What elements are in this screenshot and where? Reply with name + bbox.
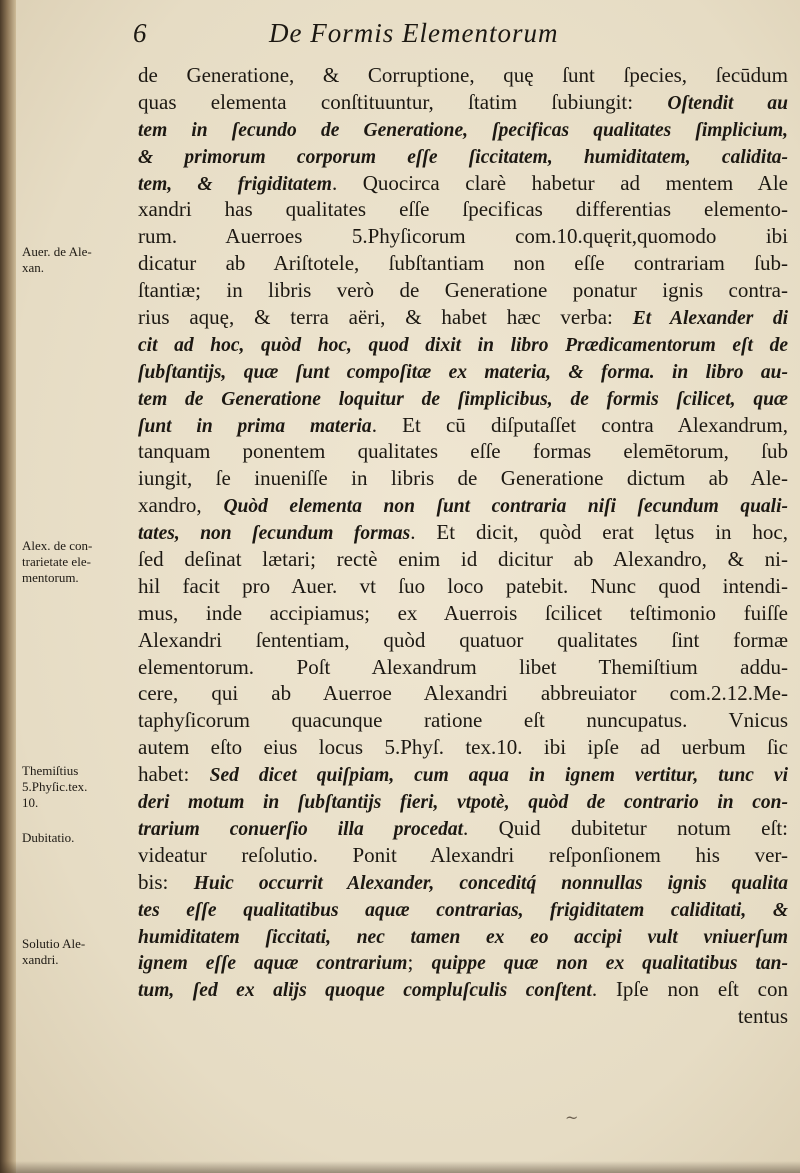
text-line (138, 412, 788, 439)
text-line (138, 438, 788, 465)
text-line (138, 842, 788, 869)
roman-text: rum. Auerroes 5.Phyſicorum com.10.quęrit,quomodo ibi (138, 224, 788, 249)
roman-text: de Generatione, & Corruptione, quę ſunt ſpecies, ſecūdum (138, 63, 788, 87)
italic-quotation: ignem eſſe aquæ contrarium (138, 953, 408, 975)
text-line (138, 277, 788, 304)
roman-text: ſtantiæ; in libris verò de Generatione ponatur ignis contra- (138, 278, 788, 303)
text-line (138, 654, 788, 681)
text-line (138, 223, 788, 250)
text-line (138, 600, 788, 627)
roman-text: . Quocirca clarè habetur ad mentem Ale (331, 170, 788, 195)
roman-text: bis: (138, 869, 194, 894)
text-line (138, 465, 788, 492)
text-line (138, 143, 788, 170)
text-line (138, 627, 788, 654)
roman-text: tanquam ponentem qualitates eſſe formas elemētorum, ſub (138, 439, 788, 464)
roman-text: ſed deſinat lætari; rectè enim id dicitur ab Alexandro, & ni- (138, 547, 788, 572)
book-spine (0, 0, 16, 1173)
text-line (138, 815, 788, 842)
text-line (138, 734, 788, 761)
roman-text: Alexandri ſententiam, quòd quatuor qualitates ſint formæ (138, 627, 788, 652)
italic-quotation: ſubſtantijs, quæ ſunt compoſitæ ex materia, & forma. in libro au- (138, 361, 788, 383)
italic-quotation: tem de Generatione loquitur de ſimplicibus, de formis ſcilicet, quæ (138, 388, 788, 410)
italic-quotation: & primorum corporum eſſe ſiccitatem, humiditatem, calidita- (138, 146, 788, 168)
italic-quotation: trarium conuerſio illa procedat (138, 818, 464, 840)
italic-quotation: tem in ſecundo de Generatione, ſpecificas qualitates ſimplicium, (138, 119, 788, 141)
text-line (138, 385, 788, 412)
text-line (138, 331, 788, 358)
roman-text: xandri has qualitates eſſe ſpecificas differentias elemento- (138, 197, 788, 222)
italic-quotation: Sed dicet quiſpiam, cum aqua in ignem vertitur, tunc vi (209, 765, 788, 787)
text-line (138, 761, 788, 788)
text-line (138, 680, 788, 707)
text-line (138, 896, 788, 923)
text-line (138, 196, 788, 223)
italic-quotation: tum, ſed ex alijs quoque compluſculis conſtent (138, 980, 592, 1002)
italic-quotation: tates, non ſecundum formas (138, 523, 411, 545)
body-text (138, 62, 788, 1030)
roman-text: taphyſicorum quacunque ratione eſt nuncupatus. Vnicus (138, 708, 788, 733)
page-edge-shadow (0, 1161, 800, 1173)
roman-text: . Et dicit, quòd erat lętus in hoc, (410, 520, 788, 545)
italic-quotation: tes eſſe qualitatibus aquæ contrarias, frigiditatem caliditati, & (138, 899, 788, 921)
page-number: 6 (133, 18, 147, 48)
text-line (138, 546, 788, 573)
italic-quotation: tem, & frigiditatem (138, 173, 332, 195)
italic-quotation: ſunt in prima materia (138, 415, 372, 437)
roman-text: hil facit pro Auer. vt ſuo loco patebit. Nunc quod intendi- (138, 573, 788, 598)
text-line (138, 949, 788, 976)
text-line (138, 573, 788, 600)
italic-quotation: Et Alexander di (632, 308, 788, 330)
roman-text: quas elementa conſtituuntur, ſtatim ſubiungit: (138, 89, 668, 114)
roman-text: autem eſto eius locus 5.Phyſ. tex.10. ibi ipſe ad uerbum ſic (138, 735, 788, 760)
text-line (138, 519, 788, 546)
italic-quotation: Huic occurrit Alexander, conceditq́ nonnullas ignis qualita (193, 872, 788, 894)
margin-note-alex-de-contrarietate: Alex. de con- trarietate ele- mentorum. (22, 538, 93, 585)
roman-text: habet: (138, 762, 210, 787)
italic-quotation: humiditatem ſiccitati, nec tamen ex eo accipi vult vniuerſum (138, 926, 788, 948)
roman-text: dicatur ab Ariſtotele, ſubſtantiam non eſſe contrariam ſub- (138, 251, 788, 276)
italic-quotation: Oſtendit au (667, 92, 788, 114)
text-line (138, 358, 788, 385)
text-line (138, 62, 788, 89)
margin-note-auer-de-alexandro: Auer. de Ale- xan. (22, 244, 92, 275)
catchword: tentus (737, 1004, 788, 1029)
roman-text: mus, inde accipiamus; ex Auerrois ſcilicet teſtimonio fuiſſe (138, 600, 788, 625)
italic-quotation: quippe quæ non ex qualitatibus tan- (431, 953, 788, 975)
running-title: De Formis Elementorum (269, 18, 559, 48)
text-line (138, 250, 788, 277)
text-line (138, 788, 788, 815)
roman-text: ; (407, 950, 432, 975)
running-head (133, 18, 793, 58)
italic-quotation: Quòd elementa non ſunt contraria niſi ſecundum quali- (223, 496, 788, 518)
text-line (138, 976, 788, 1003)
text-line (138, 89, 788, 116)
roman-text: rius aquę, & terra aëri, & habet hæc verba: (138, 305, 633, 330)
roman-text: xandro, (138, 493, 224, 518)
margin-note-themistius: Themiſtius 5.Phyſic.tex. 10. (22, 763, 88, 810)
text-line (138, 170, 788, 197)
margin-note-solutio: Solutio Ale- xandri. (22, 936, 86, 967)
margin-note-dubitatio: Dubitatio. (22, 830, 75, 845)
italic-quotation: cit ad hoc, quòd hoc, quod dixit in libro Prædicamentorum eſt de (138, 334, 788, 356)
roman-text: iungit, ſe inueniſſe in libris de Generatione dictum ab Ale- (138, 466, 788, 491)
text-line (138, 923, 788, 950)
italic-quotation: deri motum in ſubſtantijs fieri, vtpotè, quòd de contrario in con- (138, 792, 788, 814)
roman-text: . Quid dubitetur notum eſt: (463, 815, 788, 840)
roman-text: elementorum. Poſt Alexandrum libet Themiſtium addu- (138, 654, 788, 679)
text-line (138, 304, 788, 331)
roman-text: . Ipſe non eſt con (591, 977, 788, 1002)
roman-text: . Et cū diſputaſſet contra Alexandrum, (371, 412, 788, 437)
roman-text: videatur reſolutio. Ponit Alexandri reſponſionem his ver- (138, 842, 788, 867)
roman-text: cere, qui ab Auerroe Alexandri abbreuiator com.2.12.Me- (138, 681, 788, 706)
text-line (138, 492, 788, 519)
text-line (138, 869, 788, 896)
ornament-icon: ~ (565, 1108, 579, 1127)
text-line (138, 116, 788, 143)
text-line (138, 707, 788, 734)
